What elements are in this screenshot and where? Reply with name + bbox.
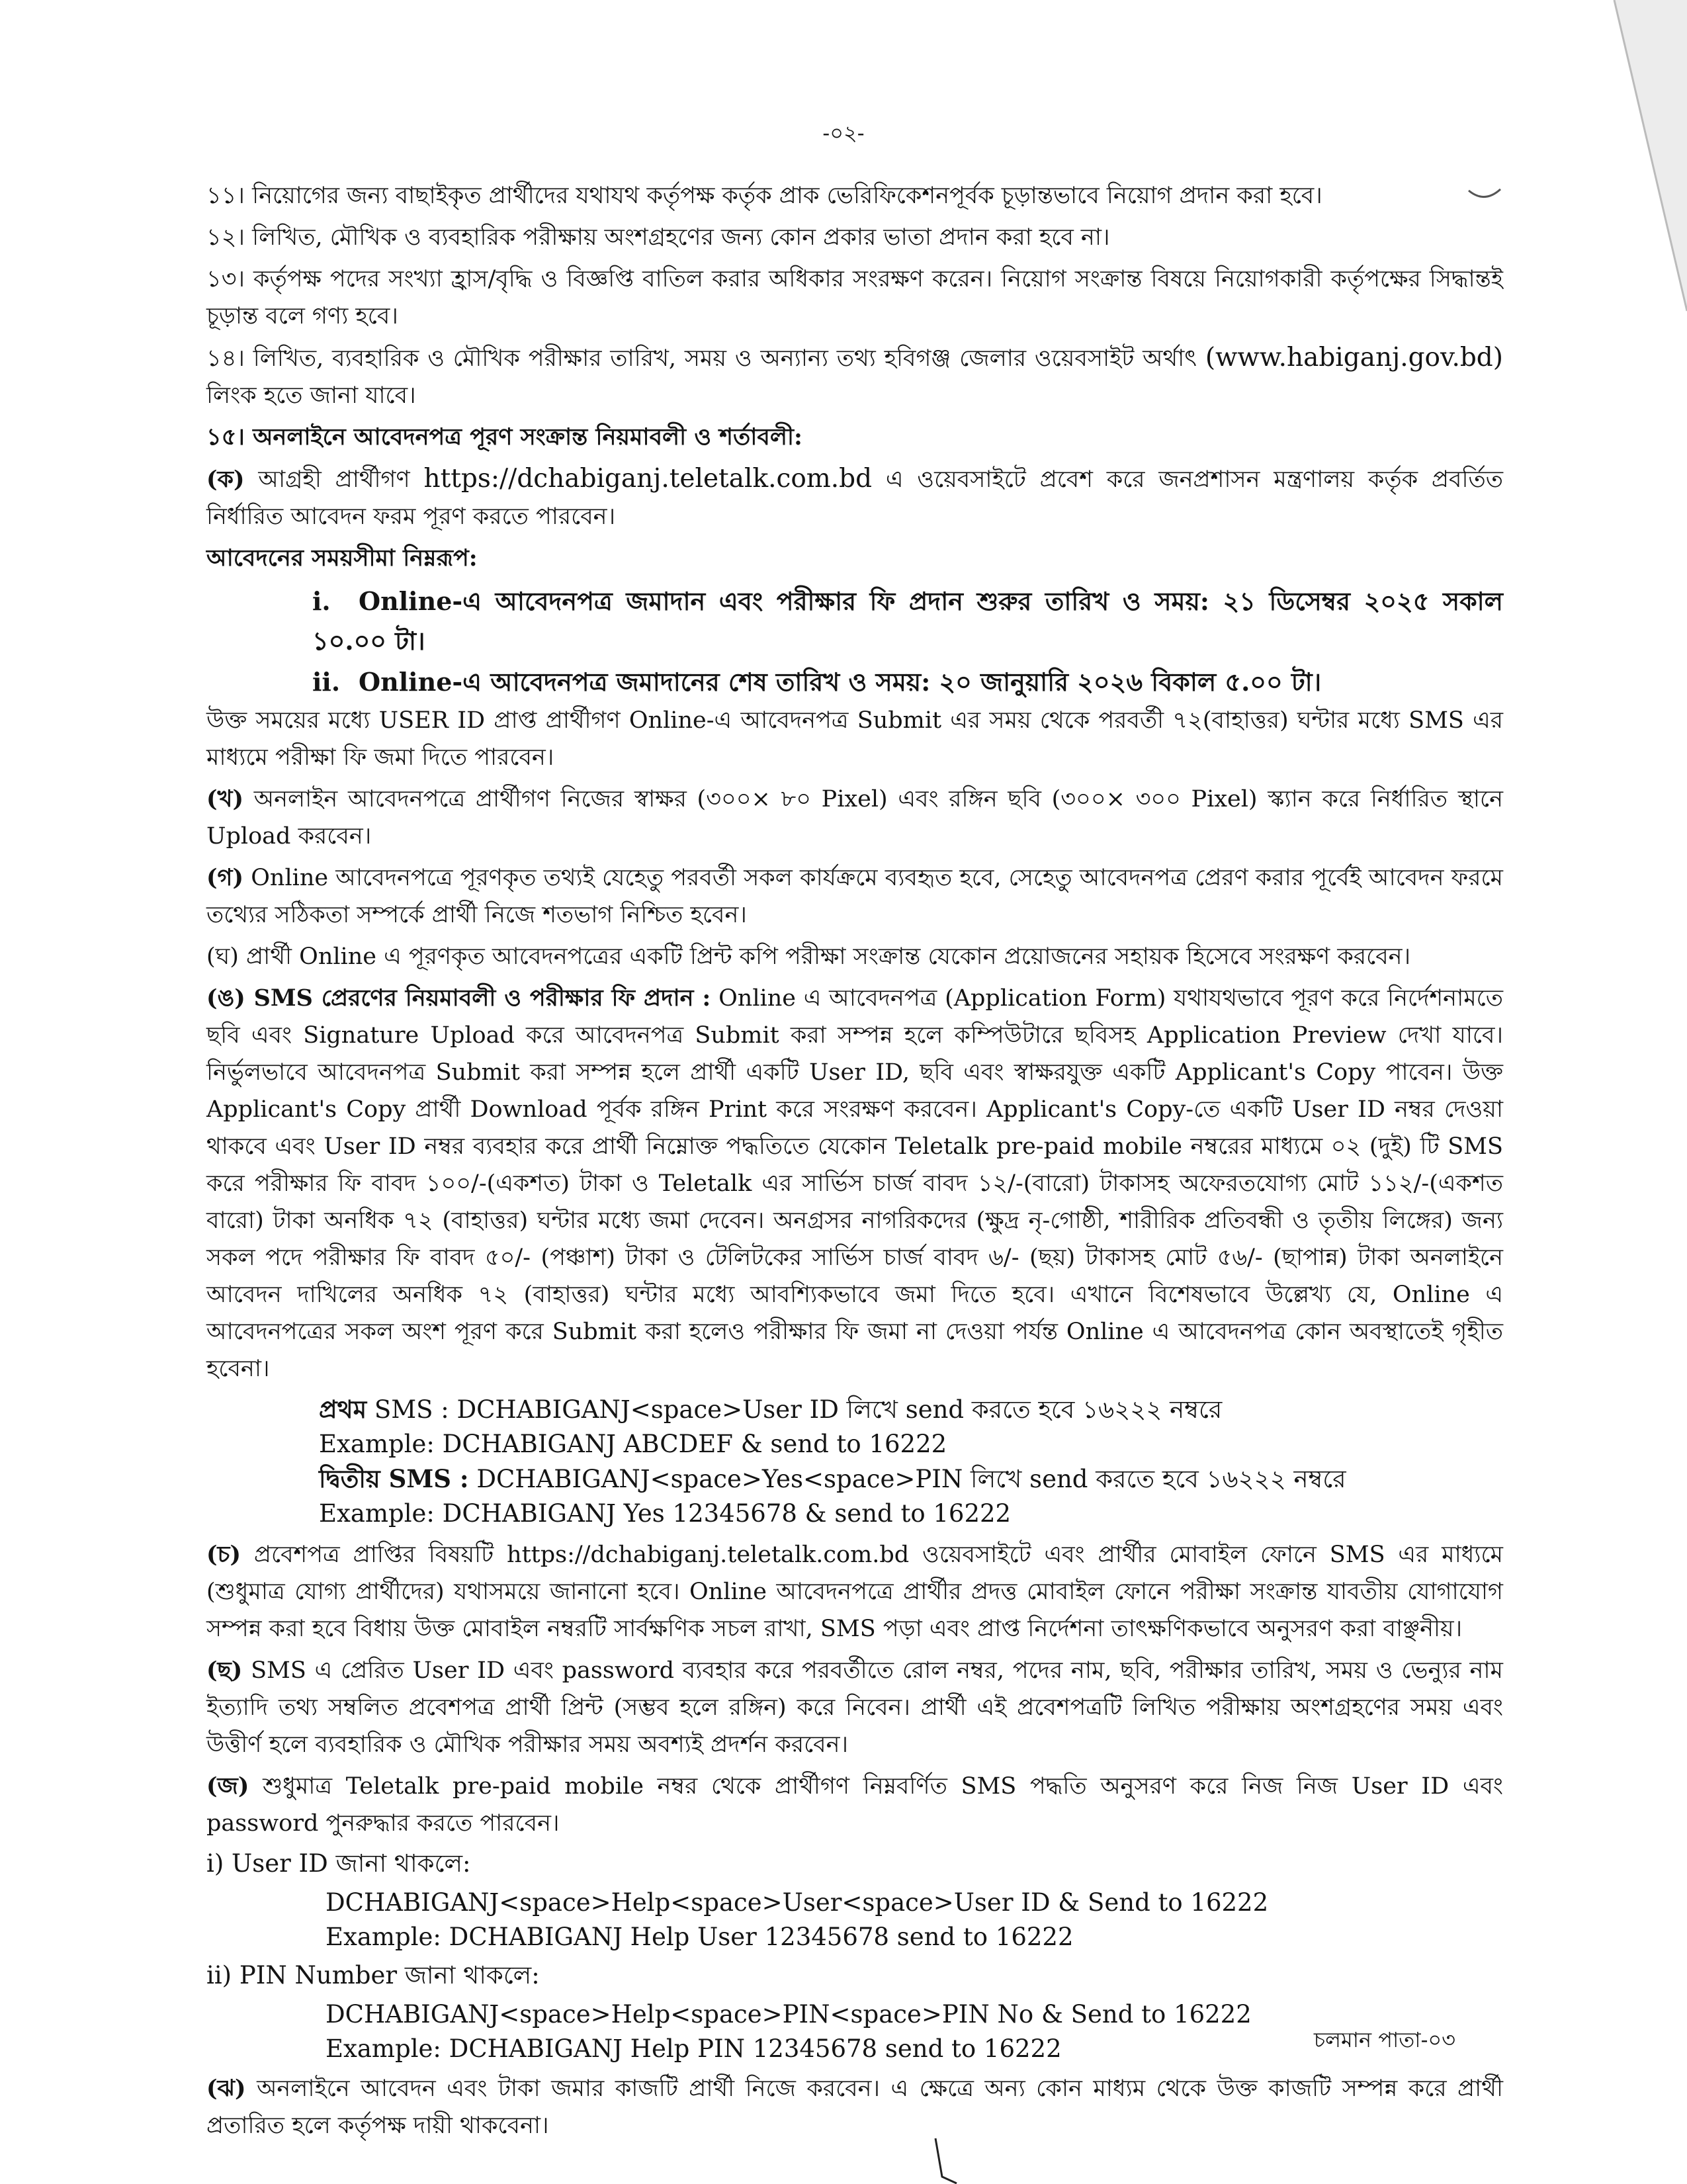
sms-first-format: SMS : DCHABIGANJ<space>User ID লিখে send করতে হবে ১৬২২২ নম্বরে [374,1395,1223,1424]
clause-11: ১১। নিয়োগের জন্য বাছাইকৃত প্রার্থীদের যথাযথ কর্তৃপক্ষ কর্তৃক প্রাক ভেরিফিকেশনপূর্বক চূড়ান্তভাবে নিয়োগ প্রদান করা হবে। [206,183,1322,209]
clause-ga-label: (গ) [206,864,244,891]
deadline-start-text: Online-এ আবেদনপত্র জমাদান এবং পরীক্ষার ফি প্রদান শুরুর তারিখ ও সময়: ২১ ডিসেম্বর ২০২৫ সকাল ১০.০০ টা। [312,586,1503,656]
sms-first-label: প্রথম [319,1395,367,1424]
deadline-start-num: i. [312,586,331,616]
recover-userid-heading: i) User ID জানা থাকলে: [206,1849,471,1878]
clause-ga [206,859,1503,934]
deadline-note: উক্ত সময়ের মধ্যে USER ID প্রাপ্ত প্রার্থীগণ Online-এ আবেদনপত্র Submit এর সময় থেকে পরবর্তী ৭২(বাহাত্তর) ঘন্টার মধ্যে SMS এর মাধ্যমে পরীক্ষা ফি জমা দিতে পারবেন। [206,707,1503,771]
sms-second-label: দ্বিতীয় SMS : [319,1464,469,1493]
recover-userid-example: Example: DCHABIGANJ Help User 12345678 send to 16222 [325,1923,1074,1951]
recover-userid-command: DCHABIGANJ<space>Help<space>User<space>User ID & Send to 16222 [325,1888,1269,1917]
clause-13: ১৩। কর্তৃপক্ষ পদের সংখ্যা হ্রাস/বৃদ্ধি ও বিজ্ঞপ্তি বাতিল করার অধিকার সংরক্ষণ করেন। নিয়োগ সংক্রান্ত বিষয়ে নিয়োগকারী কর্তৃপক্ষের সিদ্ধান্তই চূড়ান্ত বলে গণ্য হবে। [206,266,1503,329]
continued-page-note: চলমান পাতা-০৩ [1313,2027,1455,2052]
sms-first-example: Example: DCHABIGANJ ABCDEF & send to 16222 [319,1430,947,1458]
clause-ka [206,460,1503,535]
clause-cha-text: প্রবেশপত্র প্রাপ্তির বিষয়টি https://dchabiganj.teletalk.com.bd ওয়েবসাইটে এবং প্রার্থীর মোবাইল ফোনে SMS এর মাধ্যমে (শুধুমাত্র যোগ্য প্রার্থীদের) যথাসময়ে জানানো হবে। Online আবেদনপত্রে প্রার্থীর প্রদত্ত মোবাইল ফোনে পরীক্ষা সংক্রান্ত যাবতীয় যোগাযোগ সম্পন্ন করা হবে বিধায় উক্ত মোবাইল নম্বরটি সার্বক্ষণিক সচল রাখা, SMS পড়া এবং প্রাপ্ত নির্দেশনা তাৎক্ষণিকভাবে অনুসরণ করা বাঞ্ছনীয়। [206,1542,1503,1642]
clause-jha-text: অনলাইনে আবেদন এবং টাকা জমার কাজটি প্রার্থী নিজে করবেন। এ ক্ষেত্রে অন্য কোন মাধ্যম থেকে উক্ত কাজটি সম্পন্ন করে প্রার্থী প্রতারিত হলে কর্তৃপক্ষ দায়ী থাকবেনা। [206,2075,1503,2139]
clause-gha: (ঘ) প্রার্থী Online এ পূরণকৃত আবেদনপত্রের একটি প্রিন্ট কপি পরীক্ষা সংক্রান্ত যেকোন প্রয়োজনের সহায়ক হিসেবে সংরক্ষণ করবেন। [206,943,1411,970]
deadline-end-num: ii. [312,667,341,697]
clause-ka-text: আগ্রহী প্রার্থীগণ [258,466,410,493]
clause-ka-label: (ক) [206,466,245,493]
sms-instructions [319,1392,1503,1531]
clause-kha [206,781,1503,855]
clause-chha-label: (ছ) [206,1657,243,1684]
clause-ja-label: (জ) [206,1772,249,1800]
deadline-start [312,582,1503,661]
recover-pin-command: DCHABIGANJ<space>Help<space>PIN<space>PIN No & Send to 16222 [325,2000,1252,2029]
clause-kha-text: অনলাইন আবেদনপত্রে প্রার্থীগণ নিজের স্বাক্ষর (৩০০× ৮০ Pixel) এবং রঙ্গিন ছবি (৩০০× ৩০০ Pixel) স্ক্যান করে নির্ধারিত স্থানে Upload করবেন। [206,786,1503,850]
clause-uma-text: Online এ আবেদনপত্র (Application Form) যথাযথভাবে পূরণ করে নির্দেশনামতে ছবি এবং Signature Upload করে আবেদনপত্র Submit করা সম্পন্ন হলে কম্পিউটারে ছবিসহ Application Preview দেখা যাবে। নির্ভুলভাবে আবেদনপত্র Submit করা সম্পন্ন হলে প্রার্থী একটি User ID, ছবি এবং স্বাক্ষরযুক্ত একটি Applicant's Copy পাবেন। উক্ত Applicant's Copy প্রার্থী Download পূর্বক রঙ্গিন Print করে সংরক্ষণ করবেন। Applicant's Copy-তে একটি User ID নম্বর দেওয়া থাকবে এবং User ID নম্বর ব্যবহার করে প্রার্থী নিম্নোক্ত পদ্ধতিতে যেকোন Teletalk pre-paid mobile নম্বরের মাধ্যমে ০২ (দুই) টি SMS করে পরীক্ষার ফি বাবদ ১০০/-(একশত) টাকা ও Teletalk এর সার্ভিস চার্জ বাবদ ১২/-(বারো) টাকাসহ অফেরতযোগ্য মোট ১১২/-(একশত বারো) টাকা অনধিক ৭২ (বাহাত্তর) ঘন্টার মধ্যে জমা দেবেন। অনগ্রসর নাগরিকদের (ক্ষুদ্র নৃ-গোষ্ঠী, শারীরিক প্রতিবন্ধী ও তৃতীয় লিঙ্গের) জন্য সকল পদে পরীক্ষার ফি বাবদ ৫০/- (পঞ্চাশ) টাকা ও টেলিটকের সার্ভিস চার্জ বাবদ ৬/- (ছয়) টাকাসহ মোট ৫৬/- (ছাপান্ন) টাকা অনলাইনে আবেদন দাখিলের অনধিক ৭২ (বাহাত্তর) ঘন্টার মধ্যে আবশ্যিকভাবে জমা দিতে হবে। এখানে বিশেষভাবে উল্লেখ্য যে, Online এ আবেদনপত্রের সকল অংশ পূরণ করে Submit করা হলেও পরীক্ষার ফি জমা না দেওয়া পর্যন্ত Online এ আবেদনপত্র কোন অবস্থাতেই গৃহীত হবেনা। [206,985,1504,1382]
website-link-habiganj[interactable]: (www.habiganj.gov.bd) [1205,343,1503,372]
clause-15-heading: ১৫। অনলাইনে আবেদনপত্র পূরণ সংক্রান্ত নিয়মাবলী ও শর্তাবলী: [206,423,802,451]
clause-12: ১২। লিখিত, মৌখিক ও ব্যবহারিক পরীক্ষায় অংশগ্রহণের জন্য কোন প্রকার ভাতা প্রদান করা হবে না। [206,224,1110,251]
recover-userid-block [325,1886,1503,1954]
clause-jha [206,2070,1503,2144]
clause-uma-label: (ঙ) SMS প্রেরণের নিয়মাবলী ও পরীক্ষার ফি প্রদান : [206,984,711,1012]
recover-pin-example: Example: DCHABIGANJ Help PIN 12345678 send to 16222 [325,2034,1062,2063]
pen-mark [933,2137,959,2184]
clause-14 [206,339,1503,414]
sms-first [319,1392,1503,1427]
deadline-end [312,662,1503,702]
page-number: -০২- [822,120,865,146]
clause-ga-text: Online আবেদনপত্রে পূরণকৃত তথ্যই যেহেতু পরবর্তী সকল কার্যক্রমে ব্যবহৃত হবে, সেহেতু আবেদনপত্র প্রেরণ করার পূর্বেই আবেদন ফরমে তথ্যের সঠিকতা সম্পর্কে প্রার্থী নিজে শতভাগ নিশ্চিত হবেন। [206,865,1503,928]
teletalk-link[interactable]: https://dchabiganj.teletalk.com.bd [423,464,873,494]
clause-chha [206,1652,1503,1763]
deadline-heading: আবেদনের সময়সীমা নিম্নরূপ: [206,545,478,572]
clause-ja-text: শুধুমাত্র Teletalk pre-paid mobile নম্বর থেকে প্রার্থীগণ নিম্নবর্ণিত SMS পদ্ধতি অনুসরণ করে নিজ নিজ User ID এবং password পুনরুদ্ধার করতে পারবেন। [206,1773,1503,1837]
clause-uma [206,980,1503,1387]
clause-ka-tail: এ ওয়েবসাইটে প্রবেশ করে জনপ্রশাসন মন্ত্রণালয় কর্তৃক প্রবর্তিত নির্ধারিত আবেদন ফরম পূরণ করতে পারবেন। [206,466,1503,530]
notice-body [206,177,1503,2149]
clause-ja [206,1768,1503,1842]
clause-14-text: ১৪। লিখিত, ব্যবহারিক ও মৌখিক পরীক্ষার তারিখ, সময় ও অন্যান্য তথ্য হবিগঞ্জ জেলার ওয়েবসাইট অর্থাৎ [206,345,1197,372]
clause-chha-text: SMS এ প্রেরিত User ID এবং password ব্যবহার করে পরবর্তীতে রোল নম্বর, পদের নাম, ছবি, পরীক্ষার তারিখ, সময় ও ভেন্যুর নাম ইত্যাদি তথ্য সম্বলিত প্রবেশপত্র প্রার্থী প্রিন্ট (সম্ভব হলে রঙ্গিন) করে নিবেন। প্রার্থী এই প্রবেশপত্রটি লিখিত পরীক্ষায় অংশগ্রহণের সময় এবং উত্তীর্ণ হলে ব্যবহারিক ও মৌখিক পরীক্ষার সময় অবশ্যই প্রদর্শন করবেন। [206,1657,1503,1758]
clause-cha [206,1536,1503,1647]
sms-second-format: DCHABIGANJ<space>Yes<space>PIN লিখে send করতে হবে ১৬২২২ নম্বরে [476,1465,1346,1493]
clause-kha-label: (খ) [206,785,244,812]
sms-second [319,1462,1503,1497]
scan-corner-shadow [1601,0,1687,371]
clause-14-tail: লিংক হতে জানা যাবে। [206,382,416,409]
clause-jha-label: (ঝ) [206,2075,246,2102]
deadline-end-text: Online-এ আবেদনপত্র জমাদানের শেষ তারিখ ও সময়: ২০ জানুয়ারি ২০২৬ বিকাল ৫.০০ টা। [359,667,1322,697]
sms-second-example: Example: DCHABIGANJ Yes 12345678 & send to 16222 [319,1499,1012,1528]
clause-cha-label: (চ) [206,1541,241,1568]
recover-pin-heading: ii) PIN Number জানা থাকলে: [206,1961,540,1989]
